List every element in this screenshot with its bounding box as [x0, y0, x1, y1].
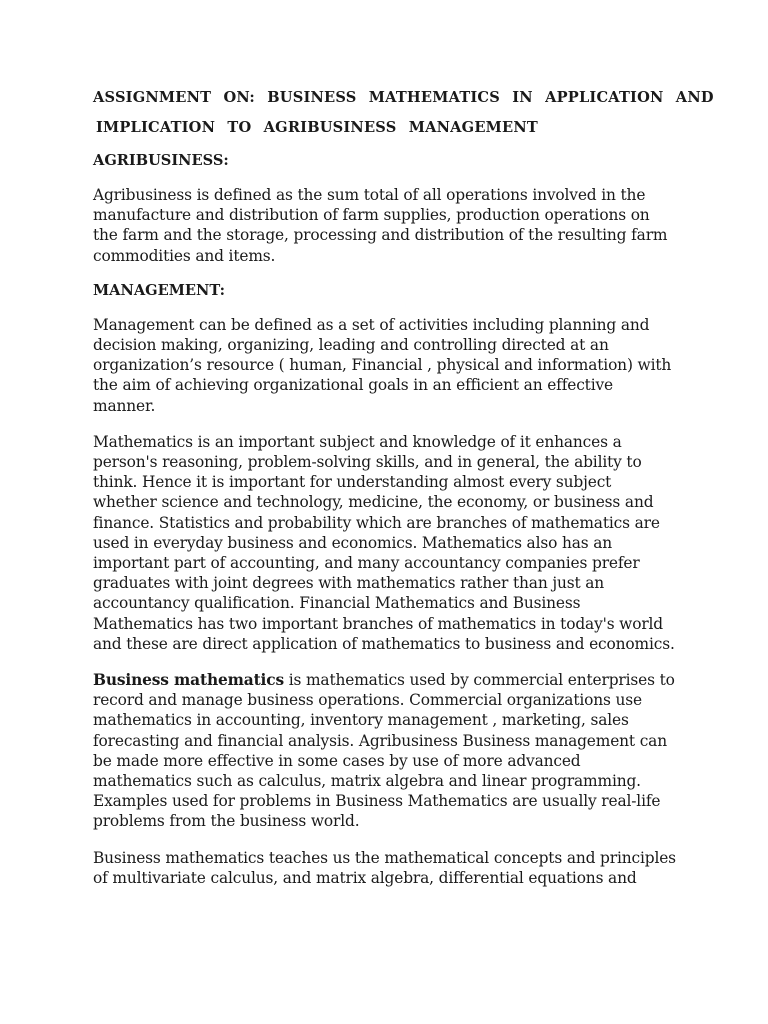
business-mathematics-paragraph: [93, 670, 678, 832]
agribusiness-paragraph: Agribusiness is defined as the sum total of all operations involved in the manufacture and distribution of farm supplies, production operations on the farm and the storage, processing and distribution of the resulting farm commodities and items.: [93, 186, 668, 265]
mathematics-paragraph: Mathematics is an important subject and knowledge of it enhances a person's reasoning, problem-solving skills, and in general, the ability to think. Hence it is important for understanding almost every subject whether science and technology, medicine, the economy, or business and finance. Statistics and probability which are branches of mathematics are used in everyday business and economics. Mathematics also has an important part of accounting, and many accountancy companies prefer graduates with joint degrees with mathematics rather than just an accountancy qualification. Financial Mathematics and Business Mathematics has two important branches of mathematics in today's world and these are direct application of mathematics to business and economics.: [93, 432, 675, 653]
business-mathematics-term: Business mathematics: [93, 671, 284, 690]
business-mathematics-definition: is mathematics used by commercial enterprises to record and manage business operations. Commercial organizations use mathematics in accounting, inventory management , marketing, sales forecasting and financial analysis. Agribusiness Business management can be made more effective in some cases by use of more advanced mathematics such as calculus, matrix algebra and linear programming. Examples used for problems in Business Mathematics are usually real-life problems from the business world.: [93, 671, 675, 831]
document-body: [93, 88, 714, 888]
management-paragraph: Management can be defined as a set of activities including planning and decision making, organizing, leading and controlling directed at an organization’s resource ( human, Financial , physical and information) with the aim of achieving organizational goals in an efficient an effective manner.: [93, 315, 672, 415]
teaches-paragraph: Business mathematics teaches us the mathematical concepts and principles of multivariate calculus, and matrix algebra, differential equations and: [93, 848, 676, 887]
title-line-1: ASSIGNMENT ON: BUSINESS MATHEMATICS IN APPLICATION AND: [93, 89, 714, 106]
management-heading: MANAGEMENT:: [93, 281, 226, 299]
title-line-2: IMPLICATION TO AGRIBUSINESS MANAGEMENT: [96, 119, 538, 136]
agribusiness-heading: AGRIBUSINESS:: [93, 152, 229, 169]
